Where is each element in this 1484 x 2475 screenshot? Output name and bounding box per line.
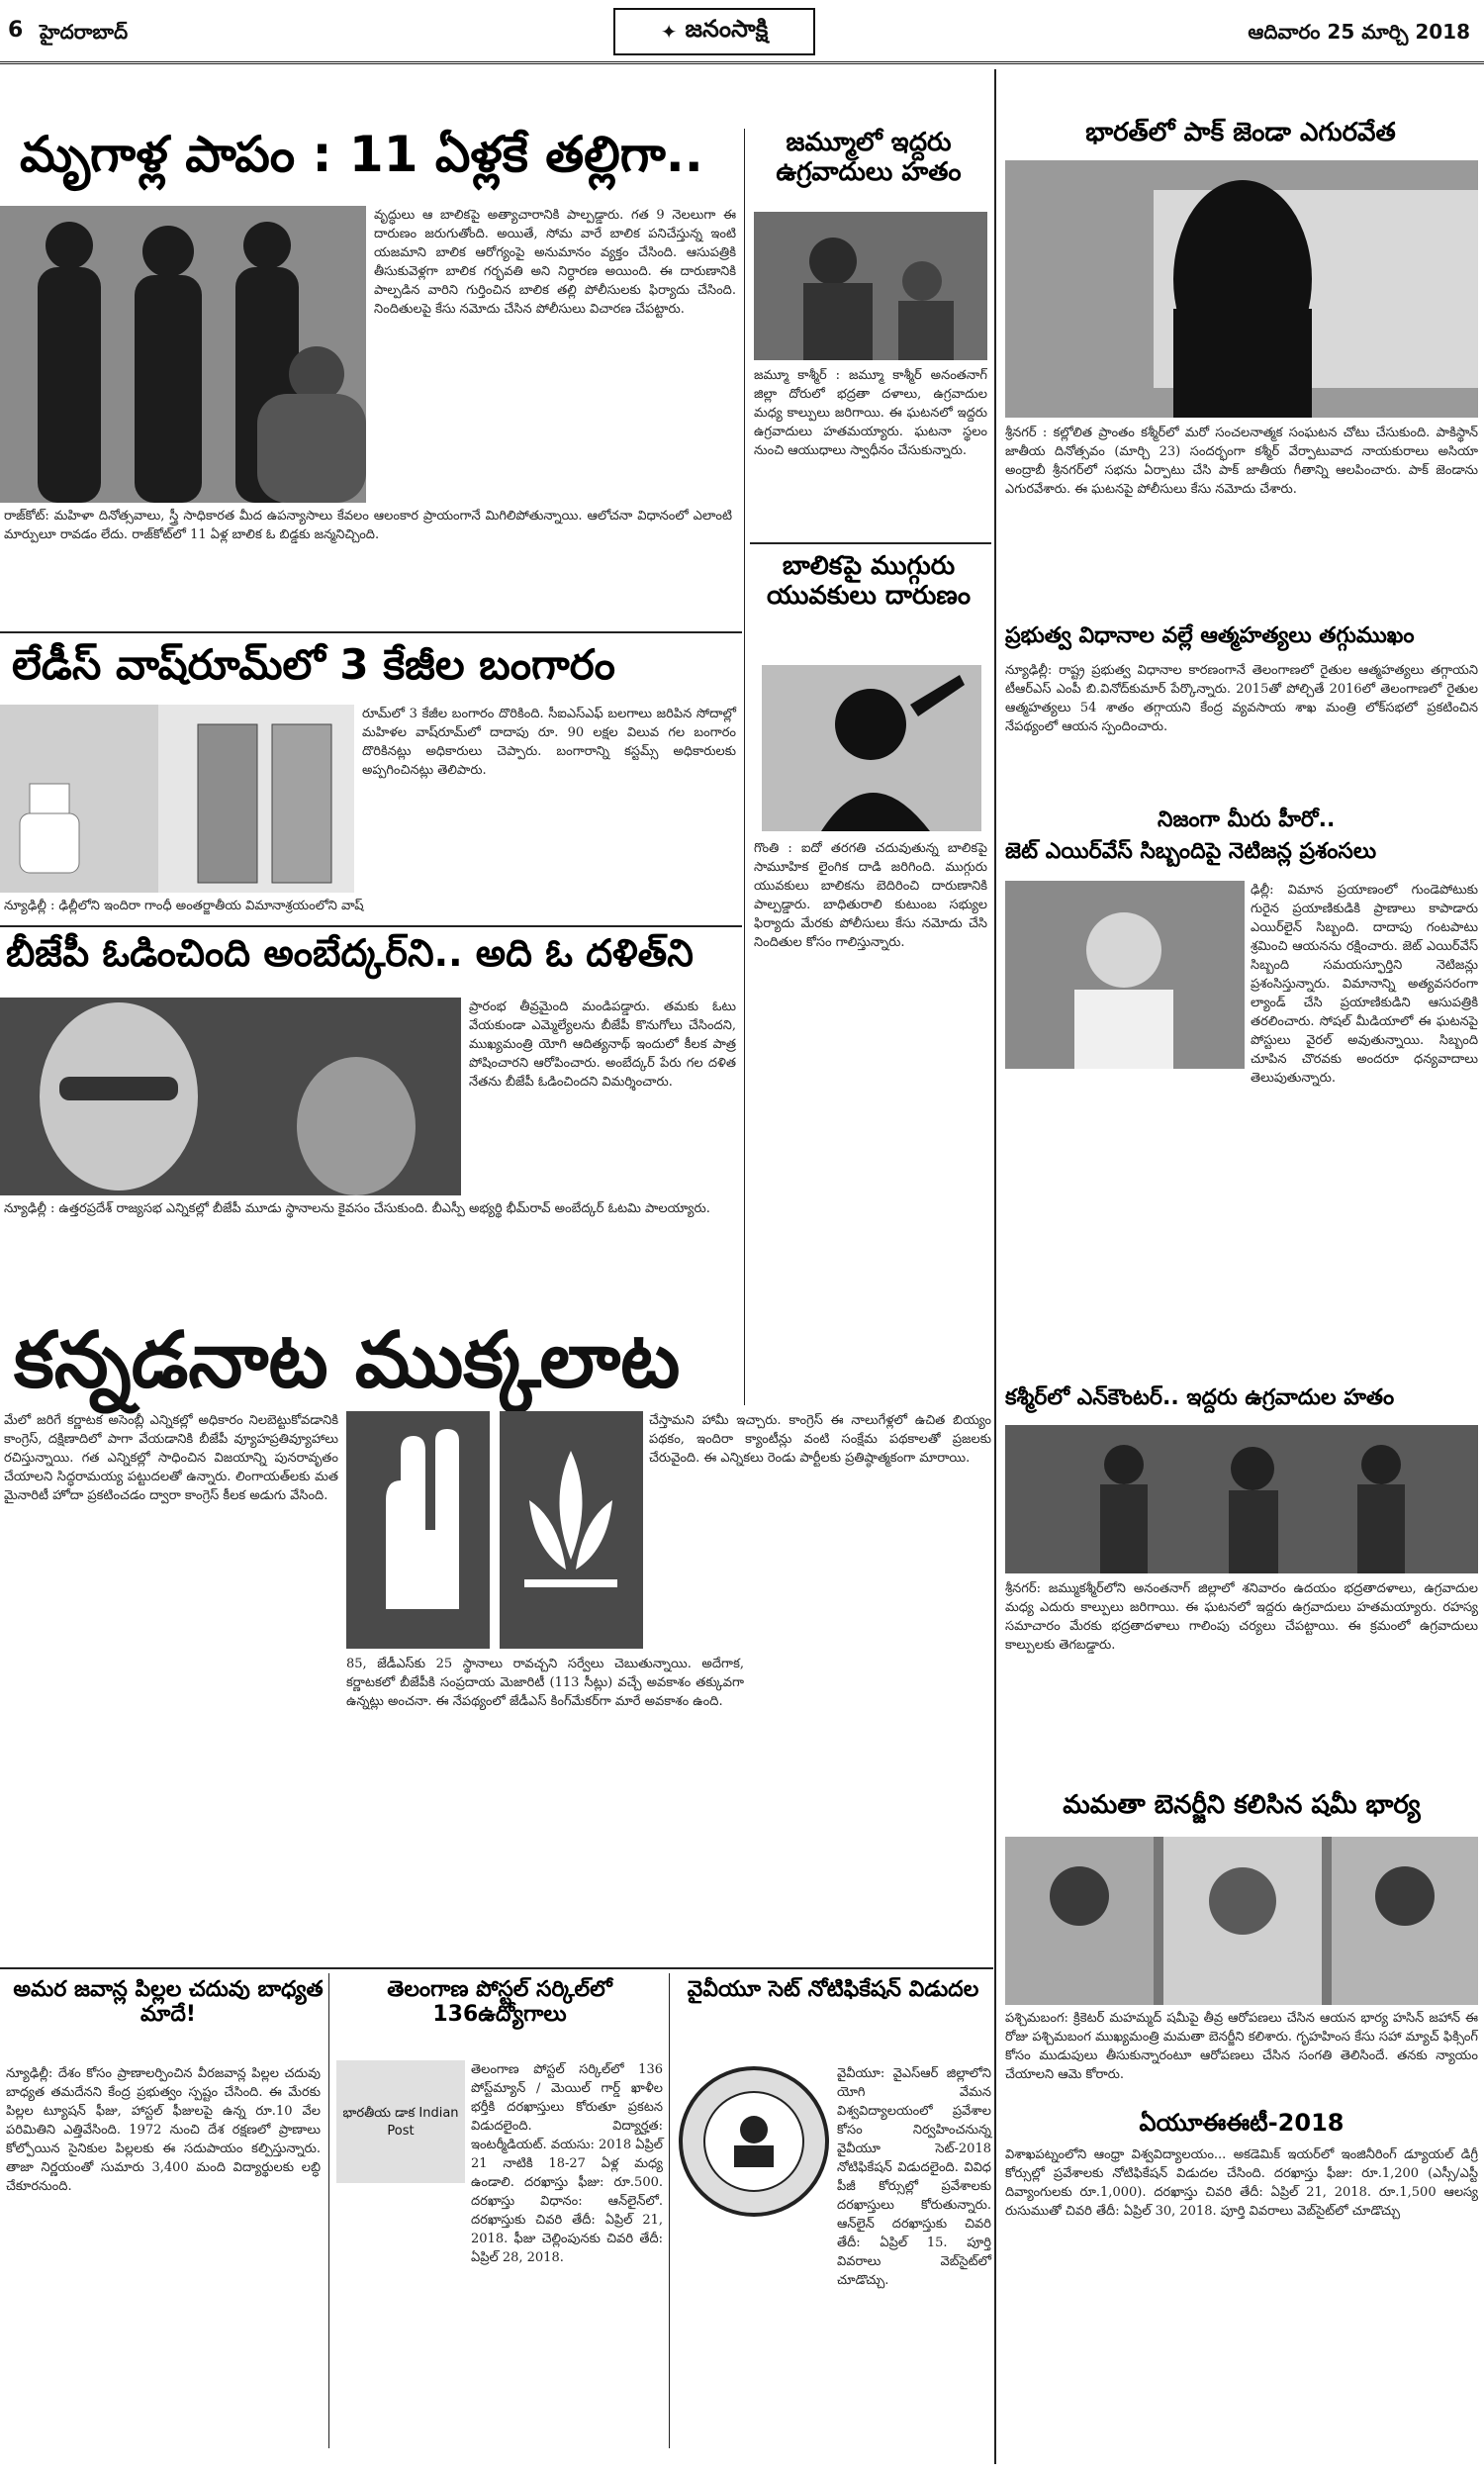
photo-shadow (762, 665, 981, 831)
photo-silhouettes (0, 206, 366, 503)
photo-politicians (0, 998, 461, 1195)
party-symbols-illustration (346, 1411, 643, 1649)
body-mrugalla: వృద్ధులు ఆ బాలికపై అత్యాచారానికి పాల్పడ్డారు. గత 9 నెలలుగా ఈ దారుణం జరుగుతోంది. అయితే, సోమ వారే బాలిక పనిచేస్తున్న ఇంటి యజమాని బాలిక ఆరోగ్యంపై అనుమానం వ్యక్తం చేసింది. ఆసుపత్రికి తీసుకువెళ్లగా బాలిక గర్భవతి అని నిర్ధారణ అయింది. ఈ దారుణానికి పాల్పడిన వారిని గుర్తించిన బాలిక తల్లి పోలీసులకు ఫిర్యాదు చేసింది. నిందితులపై కేసు నమోదు చేసిన పోలీసులు విచారణ చేపట్టారు. (374, 208, 736, 317)
body-kannada-col1: మేలో జరిగే కర్ణాటక అసెంబ్లీ ఎన్నికల్లో అధికారం నిలబెట్టుకోవడానికి కాంగ్రెస్‌, దక్షిణాదిలో పాగా వేయడానికి బీజేపీ వ్యూహప్రతివ్యూహాలు రచిస్తున్నాయి. గత ఎన్నికల్లో సాధించిన విజయాన్ని పునరావృతం చేయాలని సిద్ధరామయ్య పట్టుదలతో ఉన్నారు. లింగాయత్‌లకు మత మైనారిటీ హోదా ప్రకటించడం ద్వారా కాంగ్రెస్‌ కీలక అడుగు వేసింది. (4, 1413, 338, 1503)
headline-yvu-set: వైవీయూ సెట్‌ నోటిఫికేషన్‌ విడుదల (687, 1977, 979, 2002)
headline-amara-jawan: అమర జవాన్ల పిల్లల చదువు బాధ్యత మాదే! (13, 1977, 324, 2028)
section-rule (0, 1967, 993, 1969)
headline-pak-flag: భారత్‌లో పాక్‌ జెండా ఎగురవేత (1085, 118, 1396, 147)
headline-bjp-ambedkar: బీజేపీ ఓడించింది అంబేద్కర్‌ని.. అది ఓ దళిత్‌ని (6, 931, 694, 975)
mamata-meet-illustration (1005, 1837, 1478, 2005)
section-rule (0, 631, 742, 633)
photo-india-post (336, 2060, 465, 2183)
column-divider (744, 129, 745, 1405)
flag-event-illustration (1005, 160, 1478, 418)
headline-aueet: ఏయూఈఈటీ-2018 (1139, 2109, 1345, 2137)
body-amara-jawan: న్యూఢిల్లీ: దేశం కోసం ప్రాణాలర్పించిన వీరజవాన్ల పిల్లల చదువు బాధ్యత తమదేనని కేంద్ర ప్రభుత్వం స్పష్టం చేసింది. ఈ మేరకు పిల్లల ట్యూషన్‌ ఫీజు, హాస్టల్‌ ఫీజులపై ఉన్న రూ.10 వేల పరిమితిని ఎత్తివేసింది. 1972 నుంచి దేశ రక్షణలో ప్రాణాలు కోల్పోయిన సైనికుల పిల్లలకు ఈ సదుపాయం కల్పిస్తున్నారు. తాజా నిర్ణయంతో సుమారు 3,400 మంది విద్యార్థులకు లబ్ధి చేకూరనుంది. (6, 2066, 321, 2194)
photo-yvu-seal (677, 2064, 831, 2219)
university-seal-icon (677, 2064, 831, 2219)
section-rule (750, 542, 991, 544)
body-jammu: జమ్మూ కాశ్మీర్‌ : జమ్మూ కాశ్మీర్‌ అనంతనాగ్‌ జిల్లా దోరులో భద్రతా దళాలు, ఉగ్రవాదుల మధ్య కాల్పులు జరిగాయి. ఈ ఘటనలో ఇద్దరు ఉగ్రవాదులు హతమయ్యారు. ఘటనా స్థలం నుంచి ఆయుధాలు స్వాధీనం చేసుకున్నారు. (754, 368, 987, 458)
body-prabhutva: న్యూఢిల్లీ: రాష్ట్ర ప్రభుత్వ విధానాల కారణంగానే తెలంగాణలో రైతుల ఆత్మహత్యలు తగ్గాయని టీఆర్‌ఎస్‌ ఎంపీ బి.వినోద్‌కుమార్‌ పేర్కొన్నారు. 2015తో పోల్చితే 2016లో తెలంగాణలో రైతుల ఆత్మహత్యలు 54 శాతం తగ్గాయని కేంద్ర వ్యవసాయ శాఖ మంత్రి లోక్‌సభలో ప్రకటించిన నేపథ్యంలో ఆయన స్పందించారు. (1005, 663, 1478, 734)
page-number: 6 (8, 18, 24, 43)
body-aueet: విశాఖపట్నంలోని ఆంధ్రా విశ్వవిద్యాలయం... అకడెమిక్‌ ఇయర్‌లో ఇంజినీరింగ్‌ డ్యూయల్‌ డిగ్రీ కోర్సుల్లో ప్రవేశాలకు నోటిఫికేషన్‌ విడుదల చేసింది. దరఖాస్తు ఫీజు: రూ.1,200 (ఎస్సీ/ఎస్టీ దివ్యాంగులకు రూ.1,000). దరఖాస్తు చివరి తేదీ: ఏప్రిల్‌ 21, 2018. రూ.1,500 ఆలస్య రుసుముతో చివరి తేదీ: ఏప్రిల్‌ 30, 2018. పూర్తి వివరాలు వెబ్‌సైట్‌లో చూడొచ్చు (1005, 2147, 1478, 2219)
headline-mrugalla: మృగాళ్ల పాపం : 11 ఏళ్లకే తల్లిగా.. (20, 126, 703, 183)
masthead (0, 0, 1484, 64)
soldiers-illustration (754, 212, 987, 360)
headline-balika: బాలికపై ముగ్గురు యువకులు దారుణం (766, 551, 972, 611)
headline-jet: జెట్‌ ఎయిర్‌వేస్‌ సిబ్బందిపై నెటిజన్ల ప్రశంసలు (1005, 839, 1377, 864)
headline-mamata: మమతా బెనర్జీని కలిసిన షమీ భార్య (1063, 1790, 1421, 1820)
encounter-illustration (1005, 1425, 1478, 1573)
photo-jet-staff (1005, 881, 1245, 1069)
kicker-jet: నిజంగా మీరు హీరో.. (1158, 808, 1336, 832)
body-kannada-col3: చేస్తామని హామీ ఇచ్చారు. కాంగ్రెస్‌ ఈ నాలుగేళ్లలో ఉచిత బియ్యం పథకం, ఇందిరా క్యాంటీన్లు వంటి సంక్షేమ పథకాలతో ప్రజలకు చేరువైంది. ఈ ఎన్నికలు రెండు పార్టీలకు ప్రతిష్ఠాత్మకంగా మారాయి. (649, 1413, 991, 1466)
politicians-illustration (0, 998, 461, 1195)
washroom-gold-illustration (0, 705, 354, 893)
headline-jammu: జమ్మూలో ఇద్దరు ఉగ్రవాదులు హతం (776, 128, 962, 187)
column-divider (994, 69, 996, 2464)
body-pak-flag: శ్రీనగర్‌ : కల్లోలిత ప్రాంతం కశ్మీర్‌లో మరో సంచలనాత్మక సంఘటన చోటు చేసుకుంది. పాకిస్థాన్‌ జాతీయ దినోత్సవం (మార్చి 23) సందర్భంగా కశ్మీర్‌ వేర్పాటువాద నాయకురాలు అసియా అంద్రాబీ శ్రీనగర్‌లో సభను ఏర్పాటు చేసి పాక్‌ జాతీయ గీతాన్ని ఆలపించారు. పాక్‌ జెండాను ఎగురవేశారు. ఈ ఘటనపై పోలీసులు కేసు నమోదు చేశారు. (1005, 426, 1478, 497)
body-kashmir: శ్రీనగర్‌: జమ్ముకశ్మీర్‌లోని అనంతనాగ్‌ జిల్లాలో శనివారం ఉదయం భద్రతాదళాలు, ఉగ్రవాదుల మధ్య ఎదురు కాల్పులు జరిగాయి. ఈ ఘటనలో ఇద్దరు ఉగ్రవాదులు హతమయ్యారు. రహస్య సమాచారం మేరకు భద్రతాదళాలు గాలింపు చర్యలు చేపట్టాయి. ఈ క్రమంలో ఉగ్రవాదులు కాల్పులకు తెగబడ్డారు. (1005, 1581, 1478, 1653)
photo-mamata-meet (1005, 1837, 1478, 2005)
logo-text: జనంసాక్షి (685, 15, 769, 43)
issue-date: ఆదివారం 25 మార్చి 2018 (1248, 20, 1470, 44)
column-divider (669, 1973, 670, 2448)
photo-washroom-gold (0, 705, 354, 893)
newspaper-logo (613, 8, 815, 55)
body-jet-col: ఢిల్లీ: విమాన ప్రయాణంలో గుండెపోటుకు గురైన ప్రయాణికుడికి ప్రాణాలు కాపాడారు ఎయిర్‌లైన్‌ సిబ్బంది. దాదాపు గంటపాటు శ్రమించి ఆయనను రక్షించారు. జెట్‌ ఎయిర్‌వేస్‌ సిబ్బంది సమయస్ఫూర్తిని నెటిజన్లు ప్రశంసిస్తున్నారు. విమానాన్ని అత్యవసరంగా ల్యాండ్‌ చేసి ప్రయాణికుడిని ఆసుపత్రికి తరలించారు. సోషల్‌ మీడియాలో ఈ ఘటనపై పోస్టులు వైరల్‌ అవుతున్నాయి. సిబ్బంది చూపిన చొరవకు అందరూ ధన్యవాదాలు తెలుపుతున్నారు. (1251, 883, 1478, 1086)
silhouettes-illustration (0, 206, 366, 503)
section-rule (0, 925, 742, 927)
headline-postal: తెలంగాణ పోస్టల్‌ సర్కిల్‌లో 136ఉద్యోగాలు (387, 1977, 612, 2028)
photo-flag-event (1005, 160, 1478, 418)
column-divider (328, 1973, 329, 2448)
body-ladies-washroom: రూమ్‌లో 3 కేజీల బంగారం దొరికింది. సీఐఎస్‌ఎఫ్‌ బలగాలు జరిపిన సోదాల్లో మహిళల వాష్‌రూమ్‌లో దాదాపు రూ. 90 లక్షల విలువ గల బంగారం దొరికినట్లు అధికారులు చెప్పారు. బంగారాన్ని కస్టమ్స్‌ అధికారులకు అప్పగించినట్లు తెలిపారు. (362, 707, 736, 778)
headline-prabhutva: ప్రభుత్వ విధానాల వల్లే ఆత్మహత్యలు తగ్గుముఖం (1005, 623, 1415, 648)
lead-mrugalla: రాజ్‌కోట్‌: మహిళా దినోత్సవాలు, స్త్రీ సాధికారత మీద ఉపన్యాసాలు కేవలం ఆలంకార ప్రాయంగానే మిగిలిపోతున్నాయి. ఆలోచనా విధానంలో ఎలాంటి మార్పులూ రావడం లేదు. రాజ్‌కోట్‌లో 11 ఏళ్ల బాలిక ఓ బిడ్డకు జన్మనిచ్చింది. (4, 509, 732, 542)
body-bjp-ambedkar: ప్రారంభ తీవ్రమైంది మండిపడ్డారు. తమకు ఓటు వేయకుండా ఎమ్మెల్యేలను బీజేపీ కొనుగోలు చేసిందని, ముఖ్యమంత్రి యోగి ఆదిత్యనాథ్‌ ఇందులో కీలక పాత్ర పోషించారని ఆరోపించారు. అంబేద్కర్‌ పేరు గల దళిత నేతను బీజేపీ ఓడించిందని విమర్శించారు. (469, 1000, 736, 1090)
body-yvu-set: వైవీయూ: వైఎస్‌ఆర్‌ జిల్లాలోని యోగి వేమన విశ్వవిద్యాలయంలో ప్రవేశాల కోసం నిర్వహించనున్న వైవీయూ సెట్‌-2018 నోటిఫికేషన్‌ విడుదలైంది. వివిధ పీజీ కోర్సుల్లో ప్రవేశాలకు దరఖాస్తులు కోరుతున్నారు. ఆన్‌లైన్‌ దరఖాస్తుకు చివరి తేదీ: ఏప్రిల్‌ 15. పూర్తి వివరాలు వెబ్‌సైట్‌లో చూడొచ్చు. (837, 2066, 991, 2288)
body-balika: గొంతి : ఐదో తరగతి చదువుతున్న బాలికపై సామూహిక లైంగిక దాడి జరిగింది. ముగ్గురు యువకులు బాలికను బెదిరించి దారుణానికి పాల్పడ్డారు. బాధితురాలి కుటుంబ సభ్యుల ఫిర్యాదు మేరకు పోలీసులు కేసు నమోదు చేసి నిందితుల కోసం గాలిస్తున్నారు. (754, 841, 987, 950)
body-mamata: పశ్చిమబంగ: క్రికెటర్‌ మహమ్మద్‌ షమీపై తీవ్ర ఆరోపణలు చేసిన ఆయన భార్య హసిన్‌ జహాన్‌ ఈ రోజు పశ్చిమబంగ ముఖ్యమంత్రి మమతా బెనర్జీని కలిశారు. గృహహింస కేసు సహా మ్యాచ్‌ ఫిక్సింగ్‌ కోసం ముడుపులు తీసుకున్నారంటూ ఆరోపణలు చేసిన సంగతి తెలిసిందే. తనకు న్యాయం చేయాలని ఆమె కోరారు. (1005, 2011, 1478, 2082)
headline-kannada: కన్నడనాట ముక్కలాట (14, 1316, 681, 1405)
headline-kashmir: కశ్మీర్‌లో ఎన్‌కౌంటర్‌.. ఇద్దరు ఉగ్రవాదుల హతం (1005, 1385, 1395, 1410)
body-postal-side: తెలంగాణ పోస్టల్‌ సర్కిల్‌లో 136 పోస్ట్‌మ్యాన్‌ / మెయిల్‌ గార్డ్‌ ఖాళీల భర్తీకి దరఖాస్తులు కోరుతూ ప్రకటన విడుదలైంది. విద్యార్హత: ఇంటర్మీడియట్‌. వయసు: 2018 ఏప్రిల్‌ 21 నాటికి 18-27 ఏళ్ల మధ్య ఉండాలి. దరఖాస్తు ఫీజు: రూ.500. దరఖాస్తు విధానం: ఆన్‌లైన్‌లో. దరఖాస్తుకు చివరి తేదీ: ఏప్రిల్‌ 21, 2018. ఫీజు చెల్లింపునకు చివరి తేదీ: ఏప్రిల్‌ 28, 2018. (471, 2062, 663, 2265)
edition-name: హైదరాబాద్ (40, 20, 129, 44)
jet-staff-illustration (1005, 881, 1245, 1069)
photo-encounter (1005, 1425, 1478, 1573)
body-kannada-col2: 85, జేడీఎస్‌కు 25 స్థానాలు రావచ్చని సర్వేలు చెబుతున్నాయి. అదేగాక, కర్ణాటకలో బీజేపీకి సంప్రదాయ మెజారిటీ (113 సీట్లు) వచ్చే అవకాశం తక్కువగా ఉన్నట్లు అంచనా. ఈ నేపథ్యంలో జేడీఎస్‌ కింగ్‌మేకర్‌గా మారే అవకాశం ఉంది. (346, 1657, 744, 1709)
lead-ladies-washroom: న్యూఢిల్లీ : ఢిల్లీలోని ఇందిరా గాంధీ అంతర్జాతీయ విమానాశ్రయంలోని వాష్‌ (4, 899, 364, 913)
india-post-logo-text: భారతీయ డాక Indian Post (342, 2105, 459, 2139)
photo-soldiers (754, 212, 987, 360)
photo-party-symbols (346, 1411, 643, 1649)
shadow-illustration (762, 665, 981, 831)
lead-bjp-ambedkar: న్యూఢిల్లీ : ఉత్తరప్రదేశ్‌ రాజ్యసభ ఎన్నికల్లో బీజేపీ మూడు స్థానాలను కైవసం చేసుకుంది. బీఎస్పీ అభ్యర్థి భీమ్‌రావ్‌ అంబేద్కర్‌ ఓటమి పాలయ్యారు. (4, 1201, 710, 1216)
headline-ladies-washroom: లేడీస్‌ వాష్‌రూమ్‌లో 3 కేజీల బంగారం (12, 640, 615, 689)
logo-emblem-icon: ✦ (660, 20, 678, 44)
